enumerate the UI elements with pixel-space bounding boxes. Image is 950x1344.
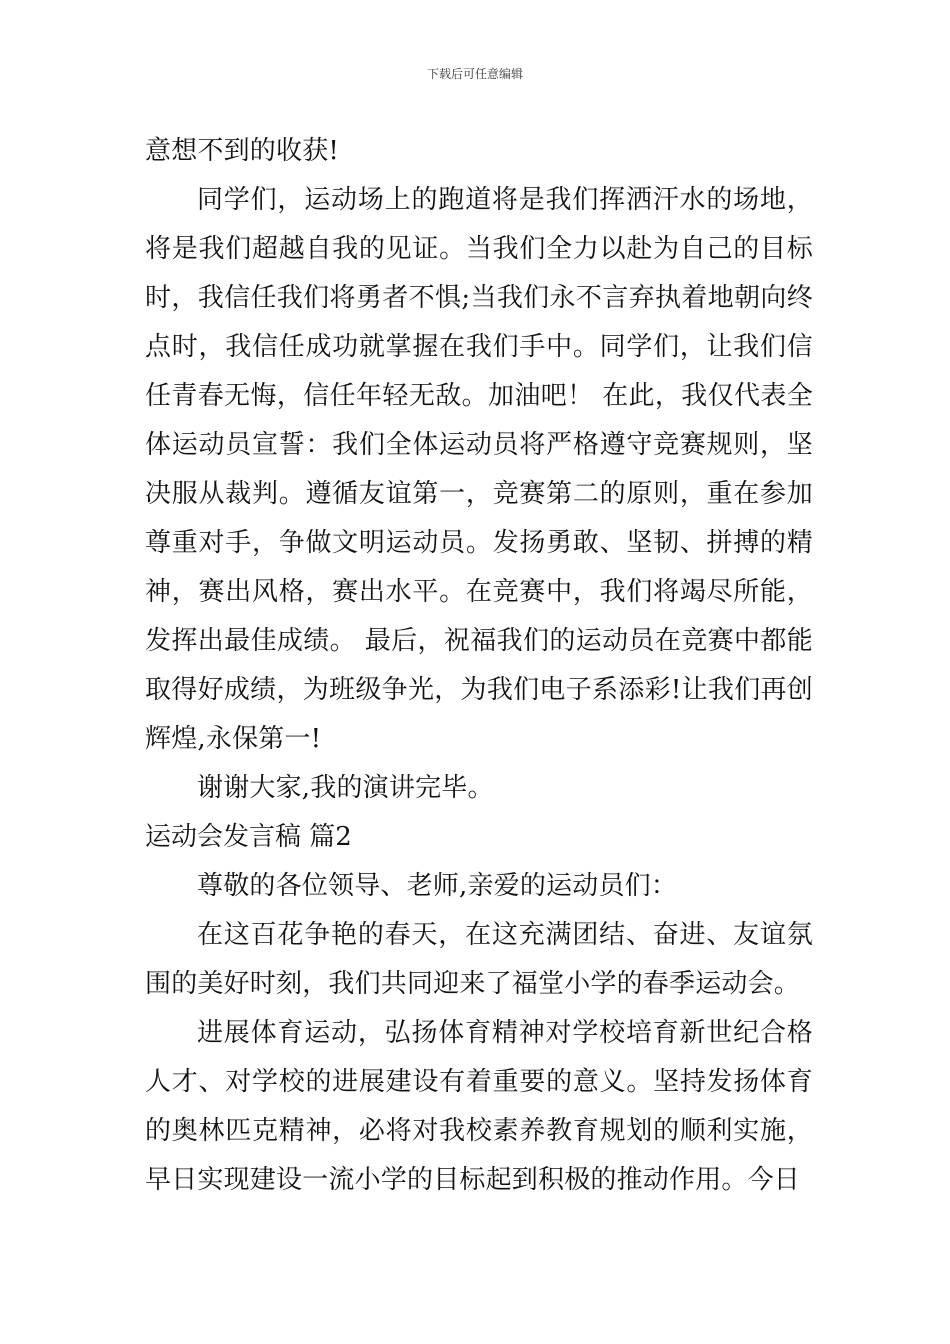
paragraph-continuation: 意想不到的收获!: [145, 136, 340, 166]
paragraph-thanks: 谢谢大家,我的演讲完毕。: [197, 773, 494, 803]
document-body: [145, 127, 813, 1205]
paragraph-oath: 同学们，运动场上的跑道将是我们挥洒汗水的场地，将是我们超越自我的见证。当我们全力以赴为自己的目标时，我信任我们将勇者不惧;当我们永不言弃执着地朝向终点时，我信任成功就掌握在我们手中。同学们，让我们信任青春无悔，信任年轻无敌。加油吧！ 在此，我仅代表全体运动员宣誓：我们全体运动员将严格遵守竞赛规则，坚决服从裁判。遵循友谊第一，竞赛第二的原则，重在参加尊重对手，争做文明运动员。发扬勇敢、坚韧、拼搏的精神，赛出风格，赛出水平。在竞赛中，我们将竭尽所能，发挥出最佳成绩。 最后，祝福我们的运动员在竞赛中都能取得好成绩，为班级争光，为我们电子系添彩!让我们再创辉煌,永保第一!: [145, 185, 813, 754]
page-header-note: 下载后可任意编辑: [426, 67, 523, 81]
paragraph-significance: 进展体育运动，弘扬体育精神对学校培育新世纪合格人才、对学校的进展建设有着重要的意义。坚持发扬体育的奥林匹克精神，必将对我校素养教育规划的顺利实施，早日实现建设一流小学的目标起到积极的推动作用。今日: [145, 1018, 813, 1195]
paragraph-opening: 在这百花争艳的春天，在这充满团结、奋进、友谊氛围的美好时刻，我们共同迎来了福堂小学的春季运动会。: [145, 920, 813, 999]
paragraph-salutation: 尊敬的各位领导、老师,亲爱的运动员们：: [197, 871, 678, 901]
section-title: 运动会发言稿 篇2: [145, 822, 352, 852]
